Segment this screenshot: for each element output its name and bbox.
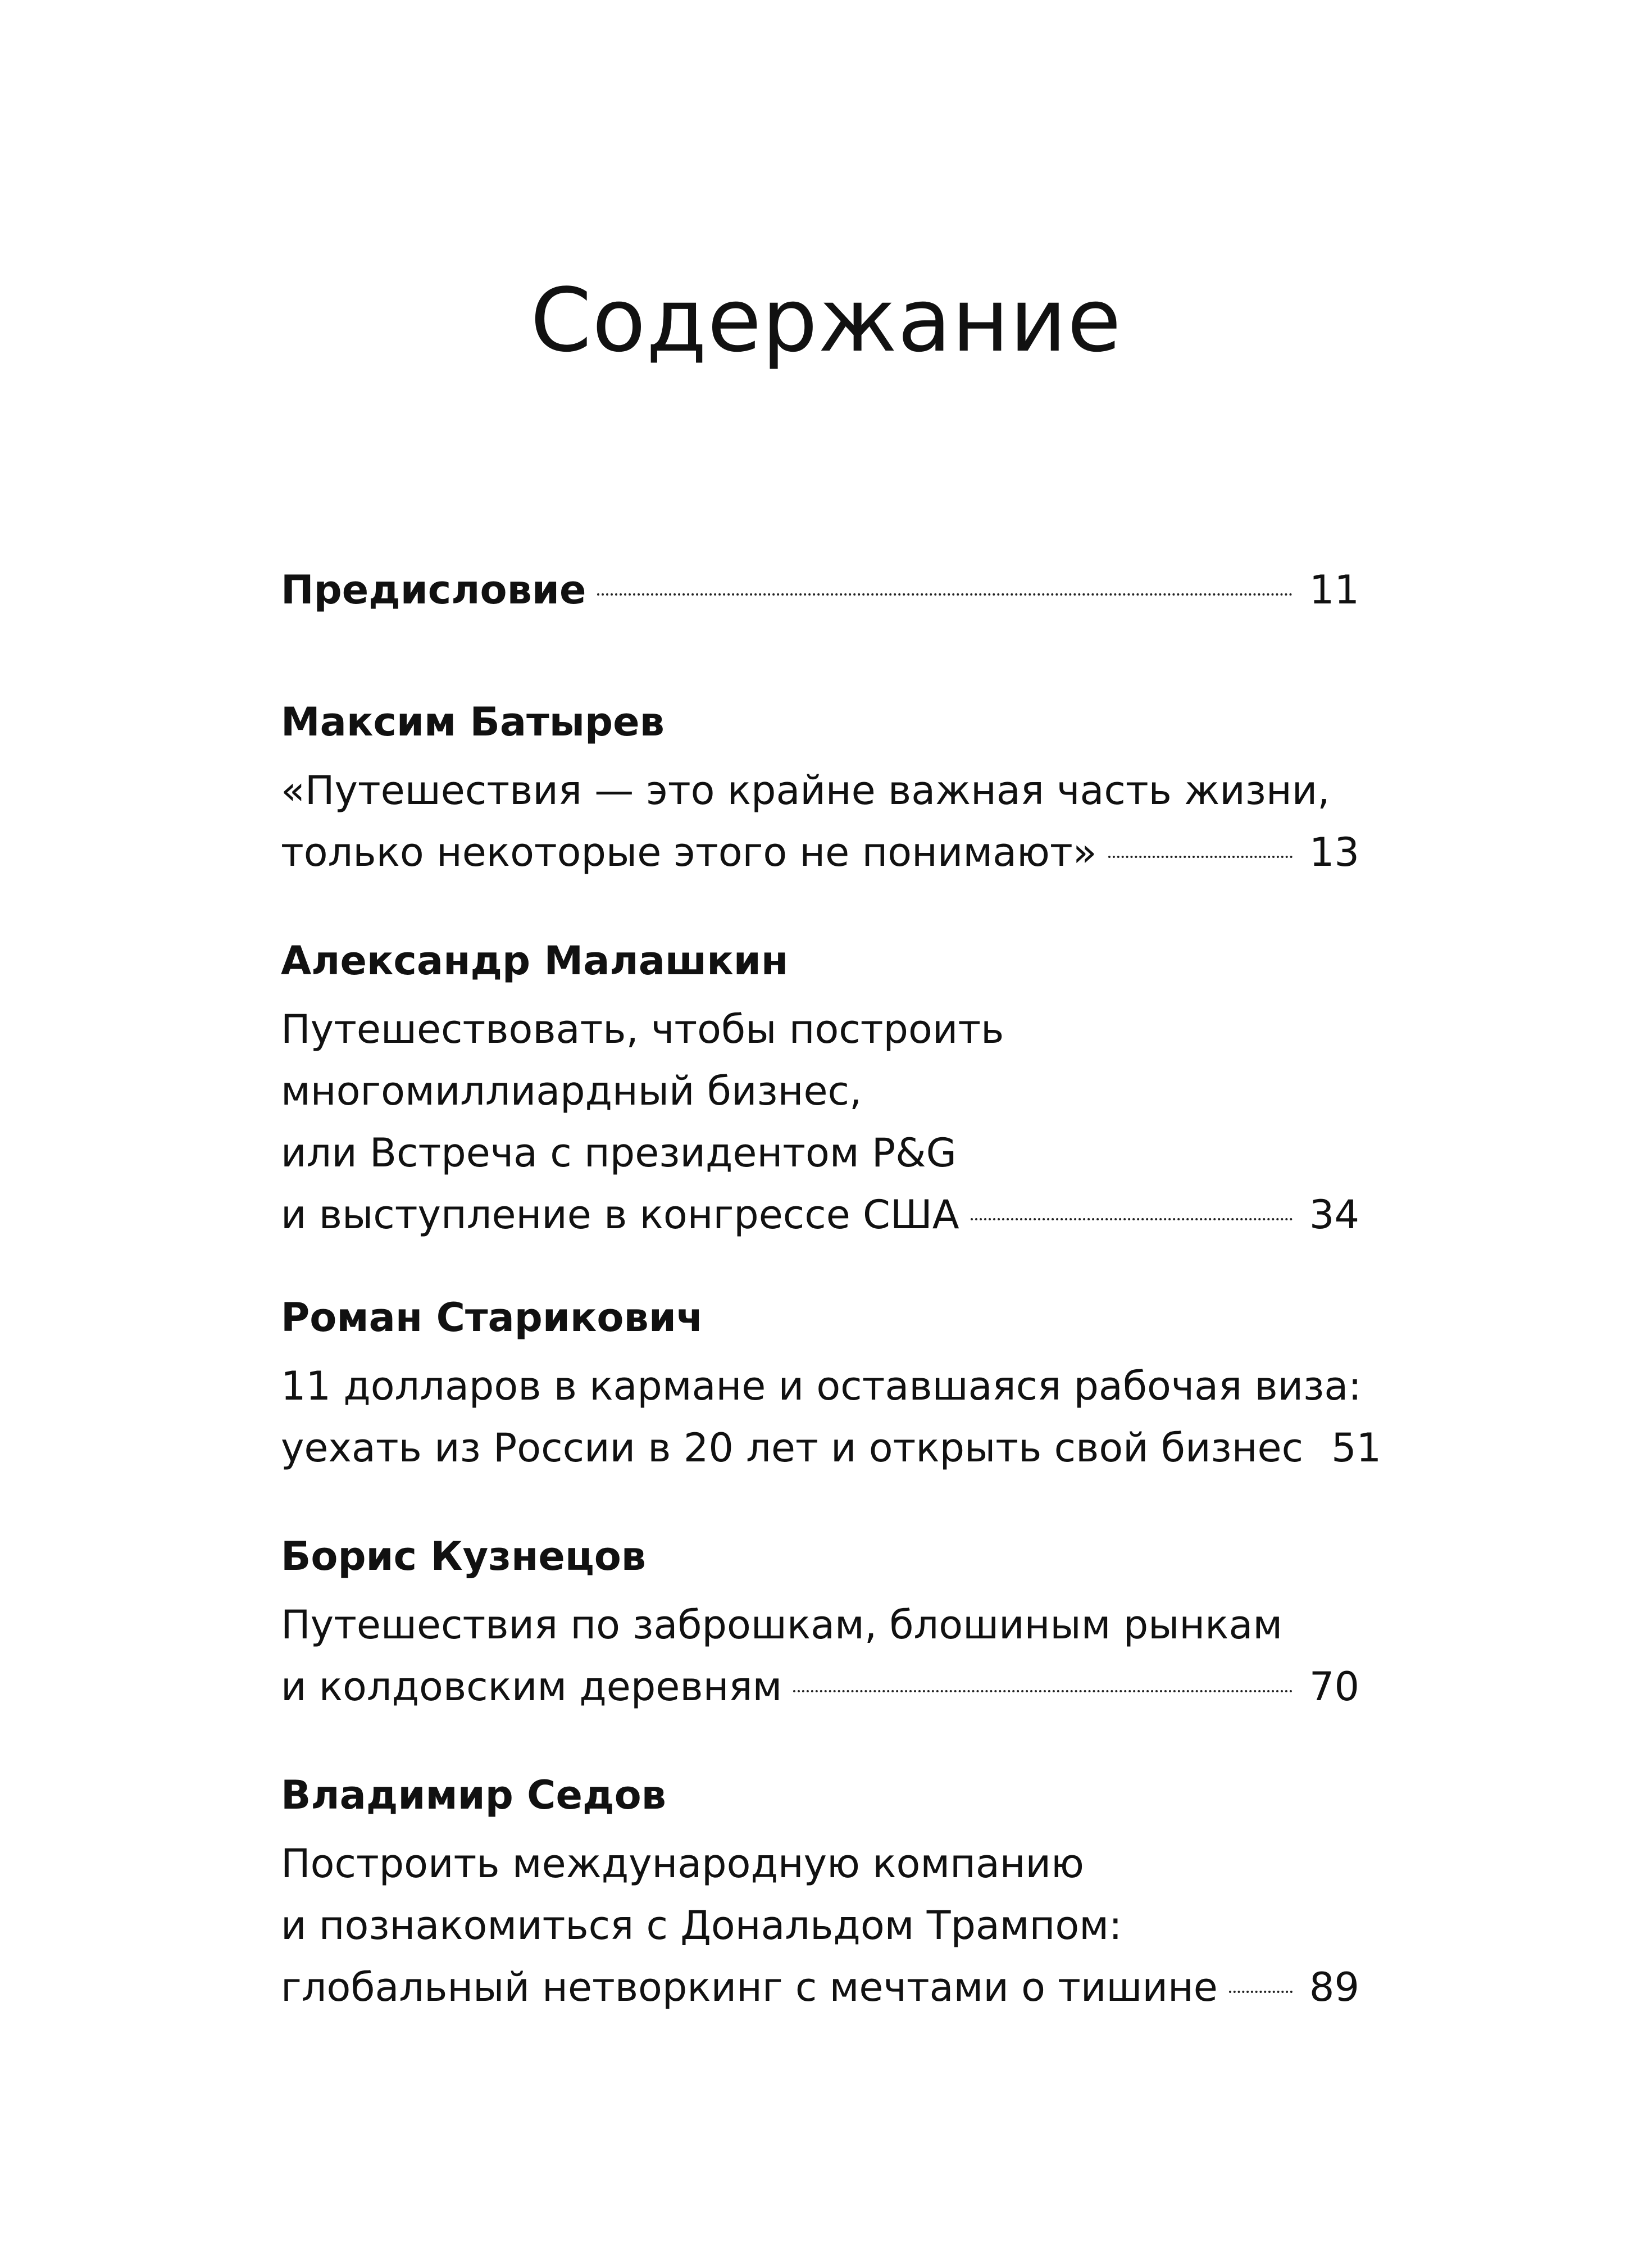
dot-leader (1108, 856, 1293, 858)
toc-entry-row (281, 559, 1359, 621)
toc-entry-row (281, 1417, 1382, 1479)
entry-author: Владимир Седов (281, 1772, 666, 1818)
entry-title-line: Построить международную компанию (281, 1841, 1084, 1887)
dot-leader (1229, 1991, 1293, 1993)
toc-entry-kuznetsov[interactable] (281, 1525, 1359, 1718)
toc-entry-row (281, 1656, 1359, 1718)
dot-leader (597, 593, 1292, 596)
toc-entry-row (281, 821, 1359, 883)
entry-title-last-line: и выступление в конгрессе США (281, 1192, 959, 1238)
entry-title-line: и познакомиться с Дональдом Трампом: (281, 1902, 1122, 1949)
toc-entry-sedov[interactable] (281, 1764, 1359, 2018)
page-number: 51 (1331, 1425, 1382, 1471)
entry-title-line: «Путешествия — это крайне важная часть жизни, (281, 768, 1330, 814)
entry-title-last-line: уехать из России в 20 лет и открыть свой бизнес (281, 1425, 1304, 1471)
page-number: 34 (1309, 1192, 1359, 1238)
entry-title-last-line: и колдовским деревням (281, 1664, 782, 1710)
toc-entry-row (281, 1956, 1359, 2018)
page-number: 13 (1309, 829, 1359, 875)
toc-entry-malashkin[interactable] (281, 930, 1359, 1246)
entry-author: Борис Кузнецов (281, 1533, 647, 1579)
entry-title-line: или Встреча с президентом P&G (281, 1130, 957, 1176)
entry-title: Предисловие (281, 567, 586, 613)
entry-title-line: 11 долларов в кармане и оставшаяся рабочая виза: (281, 1363, 1362, 1409)
entry-title-last-line: только некоторые этого не понимают» (281, 829, 1097, 875)
dot-leader (793, 1690, 1293, 1692)
toc-entry-batyrev[interactable] (281, 691, 1359, 883)
toc-entry-starikovich[interactable] (281, 1287, 1382, 1479)
page-number: 89 (1309, 1964, 1359, 2010)
entry-author: Роман Старикович (281, 1295, 703, 1341)
entry-title-line: Путешествия по заброшкам, блошиным рынкам (281, 1602, 1283, 1648)
dot-leader (971, 1218, 1293, 1220)
entry-title-line: многомиллиардный бизнес, (281, 1068, 862, 1114)
entry-title-last-line: глобальный нетворкинг с мечтами о тишине (281, 1964, 1218, 2010)
page-title: Содержание (530, 269, 1122, 371)
entry-title-line: Путешествовать, чтобы построить (281, 1006, 1004, 1052)
toc-entry-preface[interactable] (281, 559, 1359, 621)
page-number: 11 (1309, 567, 1359, 613)
entry-author: Александр Малашкин (281, 938, 789, 984)
toc-entry-row (281, 1184, 1359, 1246)
entry-author: Максим Батырев (281, 699, 665, 745)
page-number: 70 (1309, 1664, 1359, 1710)
